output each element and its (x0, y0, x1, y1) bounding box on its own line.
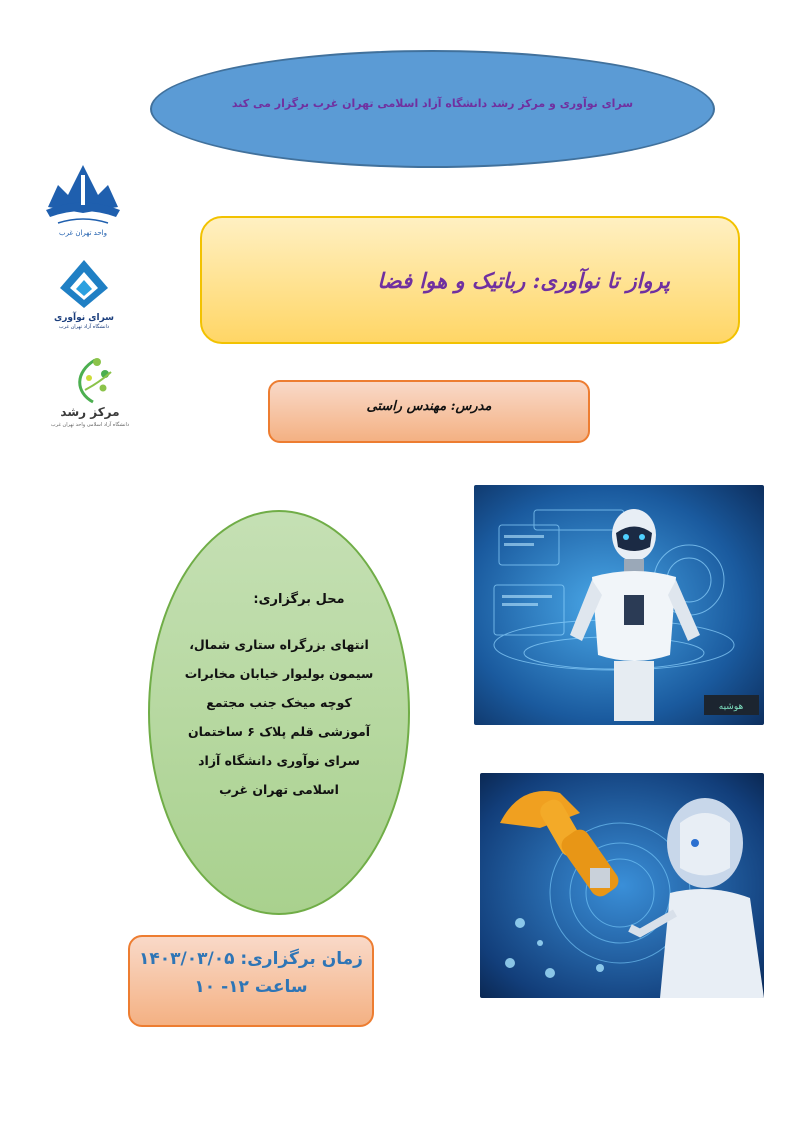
venue-line: سیمون بولیوار خیابان مخابرات (184, 666, 374, 681)
organizer-text: سرای نوآوری و مرکز رشد دانشگاه آزاد اسلامی تهران غرب برگزار می کند (231, 96, 634, 110)
svg-text:مرکز رشد: مرکز رشد (60, 405, 120, 419)
robot-photo-2 (480, 773, 764, 998)
schedule-time: ساعت ۱۲- ۱۰ (194, 977, 308, 997)
schedule-date: زمان برگزاری: ۱۴۰۳/۰۳/۰۵ (139, 949, 363, 969)
venue-line: سرای نوآوری دانشگاه آزاد (198, 753, 360, 768)
course-title: پرواز تا نوآوری: رباتیک و هوا فضا (377, 267, 670, 293)
innovation-house-logo (52, 258, 117, 330)
venue-line: آموزشی قلم پلاک ۶ ساختمان (188, 724, 370, 739)
venue-title: محل برگزاری: (253, 592, 345, 607)
growth-center-logo (45, 352, 135, 430)
course-title-box (200, 216, 740, 344)
robot-photo-1 (474, 485, 764, 725)
svg-text:سرای نوآوری: سرای نوآوری (53, 313, 115, 323)
organizer-banner (150, 50, 715, 168)
svg-text:واحد تهران غرب: واحد تهران غرب (58, 229, 108, 237)
university-logo (38, 155, 128, 240)
venue-line: انتهای بزرگراه ستاری شمال، (189, 637, 369, 652)
venue-address (150, 630, 408, 804)
instructor-name: مدرس: مهندس راستی (366, 399, 492, 414)
robot-badge-text: هوشیه (718, 702, 744, 712)
venue-line: اسلامی تهران غرب (219, 782, 339, 797)
instructor-box (268, 380, 590, 443)
venue-line: کوچه میخک جنب مجتمع (206, 695, 352, 710)
venue-ellipse (148, 510, 410, 915)
schedule-box (128, 935, 374, 1027)
svg-text:دانشگاه آزاد اسلامی واحد تهران: دانشگاه آزاد اسلامی واحد تهران غرب (50, 422, 130, 428)
svg-text:دانشگاه آزاد تهران غرب: دانشگاه آزاد تهران غرب (58, 324, 110, 330)
